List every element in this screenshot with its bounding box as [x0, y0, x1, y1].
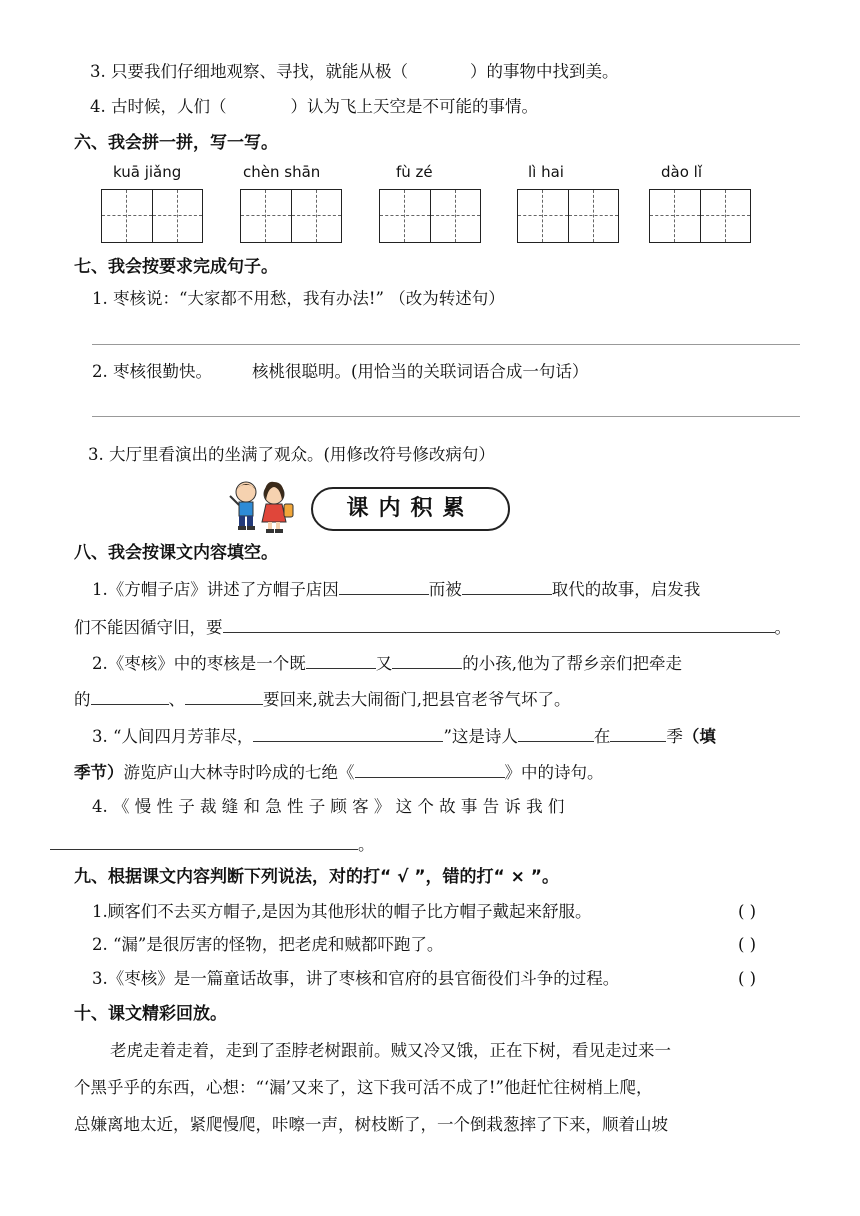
writing-cell[interactable]: [380, 190, 430, 242]
writing-cell[interactable]: [291, 190, 341, 242]
s5-q3: 3. 只要我们仔细地观察、寻找，就能从极（ ）的事物中找到美。: [90, 62, 619, 81]
s9-item-3: 3.《枣核》是一篇童话故事，讲了枣核和官府的县官衙役们斗争的过程。: [92, 969, 620, 988]
s9-item-1: 1.顾客们不去买方帽子,是因为其他形状的帽子比方帽子戴起来舒服。: [92, 902, 592, 921]
blank[interactable]: [223, 617, 775, 633]
writing-cell[interactable]: [700, 190, 750, 242]
passage-line-2: 个黑乎乎的东西，心想：“‘漏’又来了，这下我可活不成了!”他赶忙往树梢上爬，: [74, 1078, 653, 1097]
blank[interactable]: [185, 689, 263, 705]
section-8-title: 八、我会按课文内容填空。: [74, 543, 278, 563]
pinyin-4: lì hai: [528, 163, 564, 181]
pinyin-2: chèn shān: [243, 163, 321, 181]
answer-paren[interactable]: ( ): [738, 935, 757, 954]
answer-paren[interactable]: ( ): [738, 969, 757, 988]
answer-line[interactable]: [92, 416, 800, 417]
s8-q2-line1: 2.《枣核》中的枣核是一个既 又 的小孩,他为了帮乡亲们把牵走: [92, 654, 682, 673]
answer-paren[interactable]: ( ): [738, 902, 757, 921]
s8-q1-line2: 们不能因循守旧，要 。: [74, 618, 791, 637]
blank[interactable]: [518, 726, 594, 742]
writing-cell[interactable]: [102, 190, 152, 242]
s8-q1-line1: 1.《方帽子店》讲述了方帽子店因 而被 取代的故事，启发我: [92, 580, 701, 599]
s8-q4-line2: 。: [50, 834, 375, 854]
blank[interactable]: [253, 726, 443, 742]
s8-q3-line2: 季节）游览庐山大林寺时吟成的七绝《 》中的诗句。: [74, 763, 604, 782]
pinyin-1: kuā jiǎng: [113, 163, 182, 181]
kids-illustration-icon: [226, 478, 296, 536]
s8-q4-line1: 4. 《 慢 性 子 裁 缝 和 急 性 子 顾 客 》 这 个 故 事 告 诉 我 们: [92, 797, 565, 816]
blank[interactable]: [392, 653, 462, 669]
section-9-title: 九、根据课文内容判断下列说法，对的打“ √ ”，错的打“ × ”。: [74, 867, 559, 887]
writing-cell[interactable]: [650, 190, 700, 242]
s9-item-2: 2. “漏”是很厉害的怪物，把老虎和贼都吓跑了。: [92, 935, 444, 954]
writing-cell[interactable]: [152, 190, 202, 242]
tianzige-box-1[interactable]: [101, 189, 203, 243]
writing-cell[interactable]: [518, 190, 568, 242]
s8-q2-line2: 的 、 要回来,就去大闹衙门,把县官老爷气坏了。: [74, 690, 571, 709]
blank[interactable]: [610, 726, 666, 742]
answer-line[interactable]: [92, 344, 800, 345]
s7-q1: 1. 枣核说：“大家都不用愁，我有办法!” （改为转述句）: [92, 289, 505, 308]
writing-cell[interactable]: [430, 190, 480, 242]
s5-q4: 4. 古时候，人们（ ）认为飞上天空是不可能的事情。: [90, 97, 538, 116]
section-10-title: 十、课文精彩回放。: [74, 1004, 227, 1024]
tianzige-box-3[interactable]: [379, 189, 481, 243]
tianzige-box-2[interactable]: [240, 189, 342, 243]
section-6-title: 六、我会拼一拼，写一写。: [74, 133, 278, 153]
s7-q2: 2. 枣核很勤快。 核桃很聪明。(用恰当的关联词语合成一句话）: [92, 362, 589, 381]
tianzige-box-4[interactable]: [517, 189, 619, 243]
blank[interactable]: [355, 762, 505, 778]
passage-line-3: 总嫌离地太近，紧爬慢爬，咔嚓一声，树枝断了，一个倒栽葱摔了下来，顺着山坡: [74, 1115, 668, 1134]
blank[interactable]: [462, 579, 552, 595]
pinyin-3: fù zé: [396, 163, 433, 181]
tianzige-box-5[interactable]: [649, 189, 751, 243]
blank[interactable]: [339, 579, 429, 595]
blank[interactable]: [50, 834, 358, 850]
writing-cell[interactable]: [568, 190, 618, 242]
s8-q3-line1: 3. “人间四月芳菲尽， ”这是诗人 在 季（填: [92, 727, 716, 746]
s7-q3: 3. 大厅里看演出的坐满了观众。(用修改符号修改病句）: [88, 445, 495, 464]
section-7-title: 七、我会按要求完成句子。: [74, 257, 278, 277]
section-banner: 课内积累: [311, 487, 510, 531]
passage-line-1: 老虎走着走着，走到了歪脖老树跟前。贼又冷又饿，正在下树，看见走过来一: [110, 1041, 671, 1060]
pinyin-5: dào lǐ: [661, 163, 702, 181]
blank[interactable]: [306, 653, 376, 669]
blank[interactable]: [91, 689, 169, 705]
writing-cell[interactable]: [241, 190, 291, 242]
